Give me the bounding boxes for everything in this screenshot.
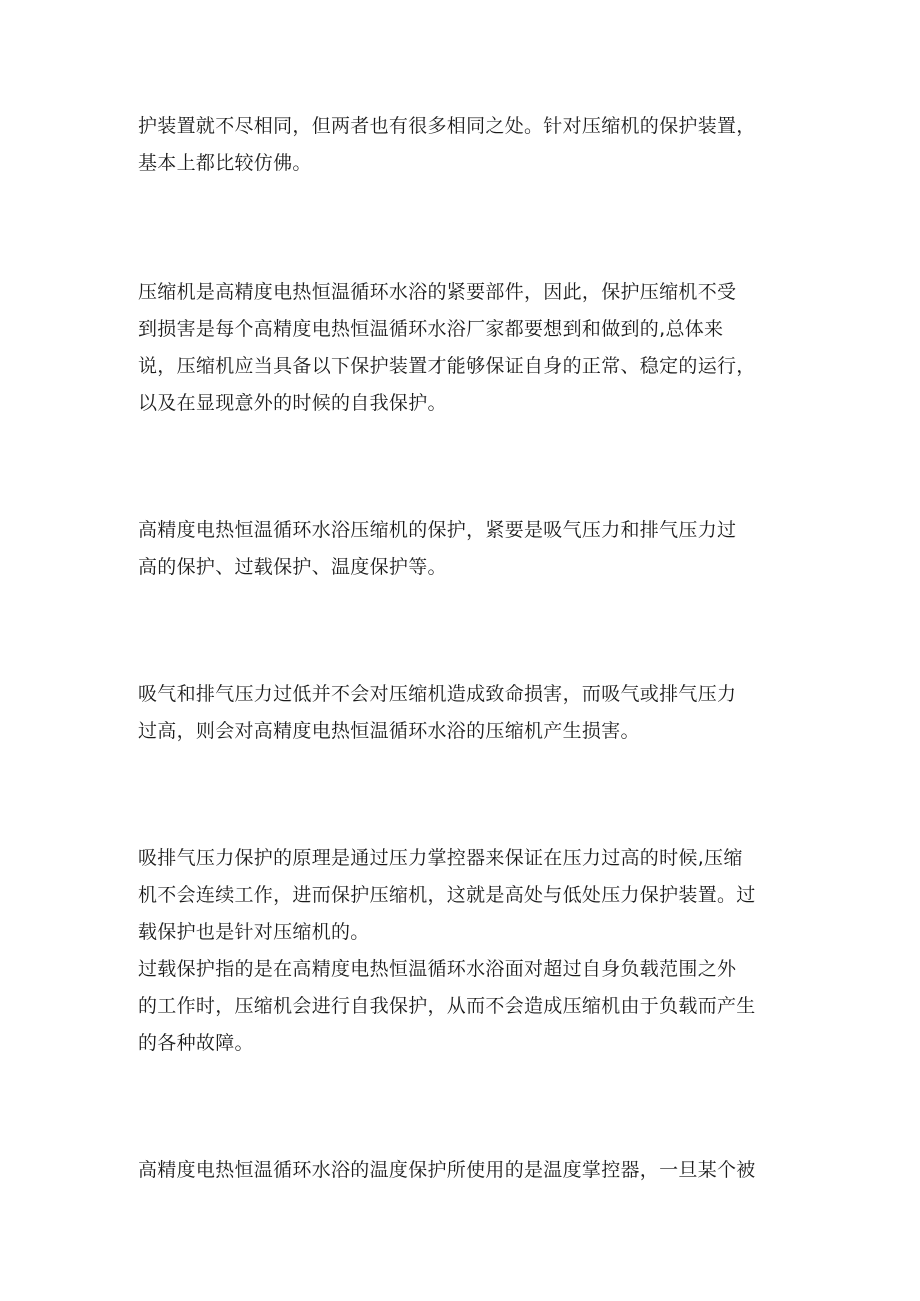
paragraph-5-line-3: 载保护也是针对压缩机的。 [138, 921, 370, 943]
paragraph-5-line-6: 的各种故障。 [138, 1032, 254, 1054]
paragraph-1-line-1: 护装置就不尽相同，但两者也有很多相同之处。针对压缩机的保护装置， [138, 115, 756, 137]
paragraph-5-line-2: 机不会连续工作，进而保护压缩机，这就是高处与低处压力保护装置。过 [138, 884, 756, 906]
paragraph-3-line-2: 高的保护、过载保护、温度保护等。 [138, 556, 447, 578]
paragraph-2-line-3: 说，压缩机应当具备以下保护装置才能够保证自身的正常、稳定的运行， [138, 355, 756, 377]
paragraph-2-line-1: 压缩机是高精度电热恒温循环水浴的紧要部件，因此，保护压缩机不受 [138, 281, 737, 303]
paragraph-3-line-1: 高精度电热恒温循环水浴压缩机的保护，紧要是吸气压力和排气压力过 [138, 519, 737, 541]
paragraph-2-line-2: 到损害是每个高精度电热恒温循环水浴厂家都要想到和做到的,总体来 [138, 318, 724, 340]
paragraph-5-line-4: 过载保护指的是在高精度电热恒温循环水浴面对超过自身负载范围之外 [138, 958, 737, 980]
paragraph-5-line-1: 吸排气压力保护的原理是通过压力掌控器来保证在压力过高的时候,压缩 [138, 847, 743, 869]
paragraph-1-line-2: 基本上都比较仿佛。 [138, 152, 312, 174]
paragraph-5-line-5: 的工作时，压缩机会进行自我保护，从而不会造成压缩机由于负载而产生 [138, 995, 756, 1017]
paragraph-6-line-1: 高精度电热恒温循环水浴的温度保护所使用的是温度掌控器，一旦某个被 [138, 1159, 756, 1181]
paragraph-2-line-4: 以及在显现意外的时候的自我保护。 [138, 392, 447, 414]
paragraph-4-line-2: 过高，则会对高精度电热恒温循环水浴的压缩机产生损害。 [138, 720, 640, 742]
paragraph-4-line-1: 吸气和排气压力过低并不会对压缩机造成致命损害，而吸气或排气压力 [138, 683, 737, 705]
